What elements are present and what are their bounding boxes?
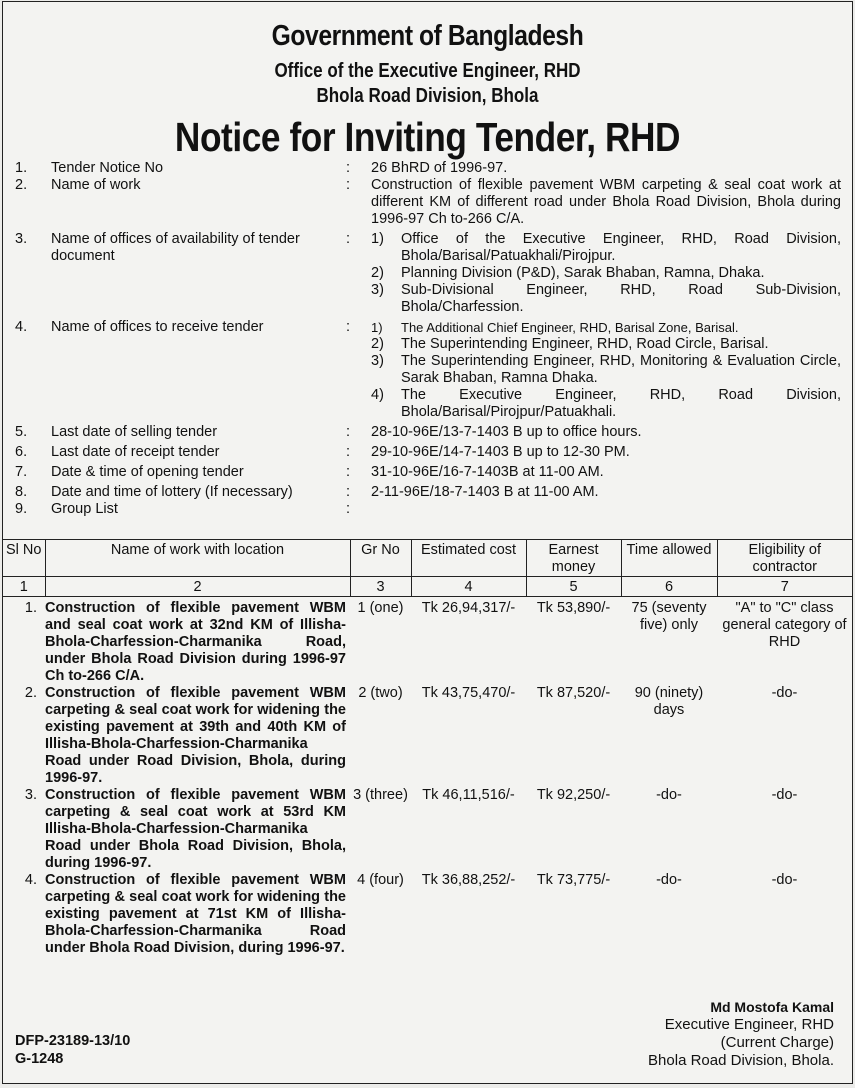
header-earnest-money: Earnest money (526, 540, 621, 577)
info-row-availability-offices (3, 231, 852, 316)
info-value: 2-11-96E/18-7-1403 B at 11-00 AM. (371, 484, 599, 500)
sub-item-text: The Executive Engineer, RHD, Road Division, Bhola/Barisal/Pirojpur/Patuakhali. (401, 387, 841, 420)
sub-item-number: 3) (371, 282, 384, 298)
info-label: Last date of selling tender (51, 424, 218, 440)
signatory-office: Bhola Road Division, Bhola. (648, 1052, 834, 1069)
colon: : (346, 501, 351, 517)
column-number: 5 (526, 577, 621, 597)
header-name-of-work: Name of work with location (45, 540, 350, 577)
sub-item (371, 319, 841, 336)
gr-cell: 4 (four) (357, 872, 404, 888)
colon: : (346, 464, 351, 480)
time-cell: 75 (seventy five) only (631, 600, 707, 633)
sub-item-text: Office of the Executive Engineer, RHD, Road Division, Bhola/Barisal/Patuakhali/Pirojpur. (401, 231, 841, 264)
info-number: 8. (15, 484, 28, 500)
info-label: Tender Notice No (51, 160, 164, 176)
colon: : (346, 484, 351, 500)
column-number: 6 (621, 577, 717, 597)
tender-notice (2, 1, 853, 1084)
info-number: 3. (15, 231, 28, 247)
gr-cell: 1 (one) (357, 600, 404, 616)
column-number: 2 (45, 577, 350, 597)
sub-item (371, 353, 841, 387)
info-value: 26 BhRD of 1996-97. (371, 160, 508, 176)
sub-item-number: 2) (371, 265, 384, 281)
info-row-opening-date (3, 464, 852, 481)
header-sl-no: Sl No (3, 540, 45, 577)
info-value: Construction of flexible pavement WBM carpeting & seal coat work at different KM of different road under Bhola Road Division, Bhola during 1996-97 Ch to-266 C/A. (371, 177, 841, 227)
sub-item (371, 387, 841, 421)
info-row-tender-notice-no (3, 160, 852, 177)
signatory-charge: (Current Charge) (720, 1034, 834, 1051)
sub-item (371, 231, 841, 265)
info-row-group-list (3, 501, 852, 518)
colon: : (346, 444, 351, 460)
group-list-table (3, 539, 852, 957)
sub-item (371, 265, 841, 282)
colon: : (346, 231, 351, 247)
sl-cell: 1. (24, 600, 37, 616)
work-cell: Construction of flexible pavement WBM and seal coat work at 32nd KM of Illisha-Bhola-Charfession-Charmanika Road, under Bhola Road Division during 1996-97 Ch to-266 C/A. (45, 600, 346, 684)
earnest-cell: Tk 87,520/- (536, 685, 611, 701)
sub-item-number: 1) (371, 231, 384, 247)
info-label: Name of offices to receive tender (51, 319, 264, 335)
eligibility-cell: -do- (771, 787, 798, 803)
info-label: Date and time of lottery (If necessary) (51, 484, 293, 500)
sl-cell: 4. (24, 872, 37, 888)
cost-cell: Tk 36,88,252/- (421, 872, 516, 888)
sub-item-number: 3) (371, 353, 384, 369)
notice-title: Notice for Inviting Tender, RHD (174, 114, 681, 160)
info-number: 9. (15, 501, 28, 517)
sub-item-text: The Superintending Engineer, RHD, Monitoring & Evaluation Circle, Sarak Bhaban, Ramna Dhaka. (401, 353, 841, 386)
info-value-list (371, 319, 841, 421)
footer-codes (15, 1032, 130, 1068)
earnest-cell: Tk 73,775/- (536, 872, 611, 888)
signatory-title: Executive Engineer, RHD (664, 1016, 834, 1033)
sub-item-number: 4) (371, 387, 384, 403)
division-heading: Bhola Road Division, Bhola (316, 85, 539, 107)
info-value: 28-10-96E/13-7-1403 B up to office hours. (371, 424, 642, 440)
sub-item-number: 1) (371, 320, 383, 335)
header-eligibility: Eligibility of contractor (717, 540, 852, 577)
cost-cell: Tk 46,11,516/- (422, 787, 515, 803)
info-value: 31-10-96E/16-7-1403B at 11-00 AM. (371, 464, 604, 480)
colon: : (346, 319, 351, 335)
time-cell: 90 (ninety) days (634, 685, 704, 718)
colon: : (346, 424, 351, 440)
info-label: Name of work (51, 177, 141, 193)
time-cell: -do- (656, 872, 682, 888)
header-gr-no: Gr No (350, 540, 411, 577)
info-label: Name of offices of availability of tender document (51, 231, 300, 264)
table-row (3, 597, 852, 686)
info-number: 5. (15, 424, 28, 440)
column-number: 7 (717, 577, 852, 597)
gr-cell: 3 (three) (353, 787, 408, 803)
tender-info-list (3, 160, 852, 518)
eligibility-cell: -do- (771, 685, 798, 701)
sub-item (371, 336, 841, 353)
eligibility-cell: -do- (771, 872, 798, 888)
dfp-code: DFP-23189-13/10 (15, 1033, 131, 1049)
header-estimated-cost: Estimated cost (411, 540, 526, 577)
column-number-row (3, 577, 852, 597)
info-number: 1. (15, 160, 28, 176)
info-label: Group List (51, 501, 118, 517)
g-code: G-1248 (15, 1051, 64, 1067)
eligibility-cell: "A" to "C" class general category of RHD (722, 600, 847, 650)
info-label: Last date of receipt tender (51, 444, 220, 460)
info-row-last-receipt-date (3, 444, 852, 461)
info-row-lottery-date (3, 484, 852, 501)
sub-item-number: 2) (371, 336, 384, 352)
info-number: 2. (15, 177, 28, 193)
government-heading: Government of Bangladesh (271, 20, 584, 52)
signatory-name: Md Mostofa Kamal (710, 999, 834, 1015)
work-cell: Construction of flexible pavement WBM carpeting & seal coat work at 53rd KM Illisha-Bhola-Charfession-Charmanika Road under Bhola Road Division, Bhola, during 1996-97. (45, 787, 346, 871)
cost-cell: Tk 43,75,470/- (421, 685, 516, 701)
header-time-allowed: Time allowed (621, 540, 717, 577)
column-number: 1 (3, 577, 45, 597)
earnest-cell: Tk 92,250/- (536, 787, 611, 803)
work-cell: Construction of flexible pavement WBM carpeting & seal coat work for widening the existing pavement at 71st KM of Illisha-Bhola-Charfession-Charmanika Road under Bhola Road Division, during 1996-97. (45, 872, 346, 956)
earnest-cell: Tk 53,890/- (536, 600, 611, 616)
sub-item-text: The Superintending Engineer, RHD, Road Circle, Barisal. (401, 336, 769, 352)
info-value: 29-10-96E/14-7-1403 B up to 12-30 PM. (371, 444, 630, 460)
info-row-name-of-work (3, 177, 852, 228)
sl-cell: 2. (24, 685, 37, 701)
office-heading: Office of the Executive Engineer, RHD (274, 60, 581, 82)
sub-item (371, 282, 841, 316)
table-row (3, 685, 852, 787)
sl-cell: 3. (24, 787, 37, 803)
info-row-last-selling-date (3, 424, 852, 441)
signature-block (648, 998, 834, 1070)
work-cell: Construction of flexible pavement WBM carpeting & seal coat work for widening the existing pavement at 39th and 40th KM of Illisha-Bhola-Charfession-Charmanika Road under Road Division, Bhola, during 1996-97. (45, 685, 346, 786)
info-number: 7. (15, 464, 28, 480)
info-label: Date & time of opening tender (51, 464, 244, 480)
table-row (3, 872, 852, 957)
sub-item-text: Planning Division (P&D), Sarak Bhaban, Ramna, Dhaka. (401, 265, 765, 281)
sub-item-text: The Additional Chief Engineer, RHD, Barisal Zone, Barisal. (401, 320, 739, 335)
info-row-receive-offices (3, 319, 852, 421)
time-cell: -do- (656, 787, 682, 803)
column-number: 4 (411, 577, 526, 597)
column-number: 3 (350, 577, 411, 597)
gr-cell: 2 (two) (358, 685, 403, 701)
colon: : (346, 160, 351, 176)
colon: : (346, 177, 351, 193)
cost-cell: Tk 26,94,317/- (421, 600, 516, 616)
sub-item-text: Sub-Divisional Engineer, RHD, Road Sub-Division, Bhola/Charfession. (401, 282, 841, 315)
table-header-row (3, 540, 852, 577)
table-row (3, 787, 852, 872)
info-number: 6. (15, 444, 28, 460)
info-value-list (371, 231, 841, 316)
info-number: 4. (15, 319, 28, 335)
